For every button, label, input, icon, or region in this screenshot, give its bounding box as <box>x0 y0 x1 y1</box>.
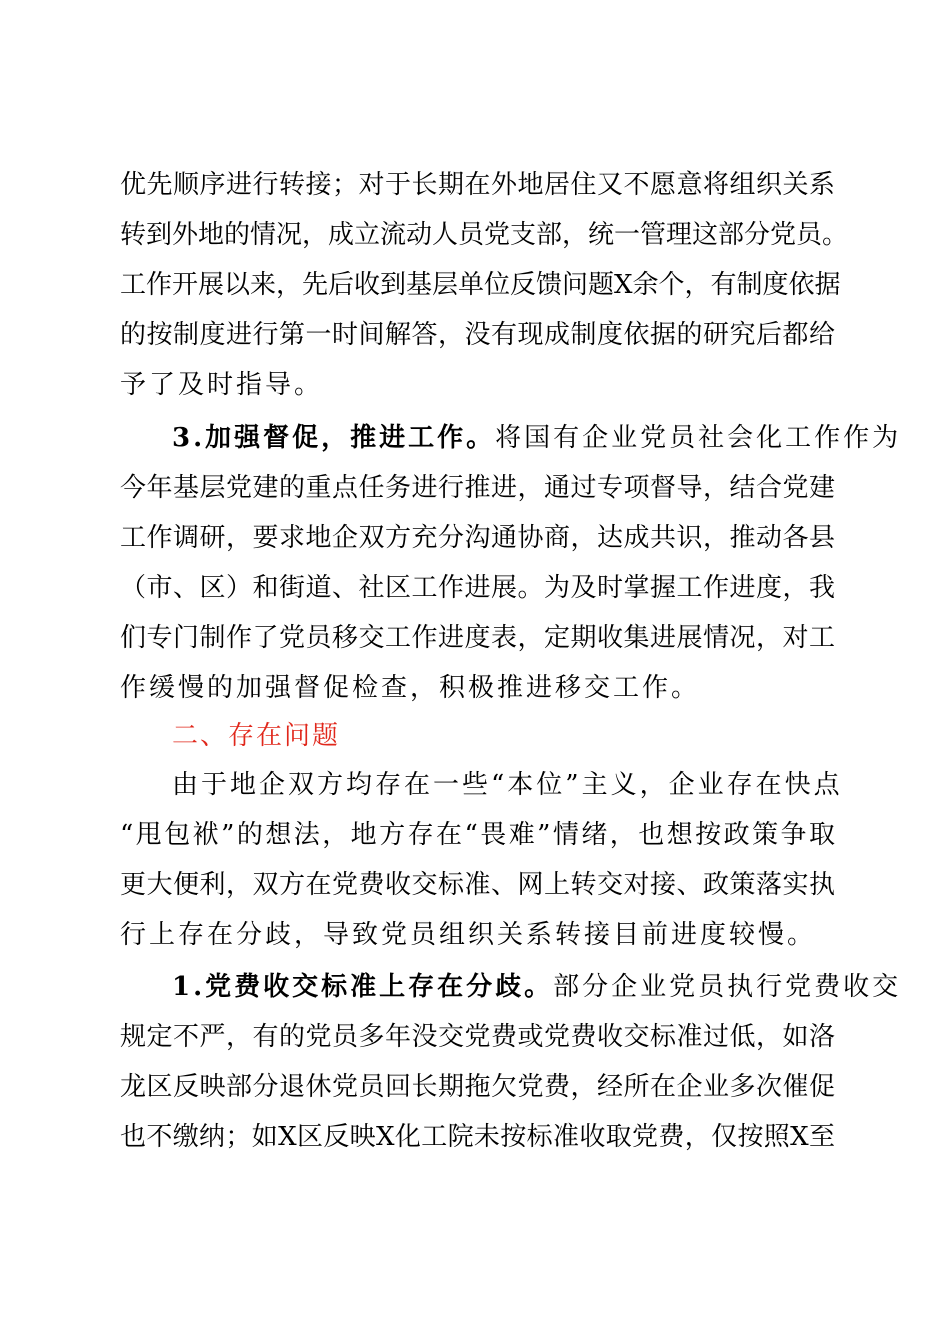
body-text-line: 工作调研，要求地企双方充分沟通协商，达成共识，推动各县 <box>120 523 835 553</box>
body-text-line: 们专门制作了党员移交工作进度表，定期收集进展情况，对工 <box>120 623 835 653</box>
body-text-line: “甩包袱”的想法，地方存在“畏难”情绪，也想按政策争取 <box>120 820 835 850</box>
body-text-line: 作缓慢的加强督促检查，积极推进移交工作。 <box>120 673 701 703</box>
body-text-line: 规定不严，有的党员多年没交党费或党费收交标准过低，如洛 <box>120 1022 835 1052</box>
subheading-party-dues-divergence: 1.党费收交标准上存在分歧。 <box>172 972 554 1002</box>
body-text: 将国有企业党员社会化工作作为 <box>495 423 902 453</box>
paragraph-first-line <box>172 962 902 1012</box>
body-text-line: 的按制度进行第一时间解答，没有现成制度依据的研究后都给 <box>120 320 835 350</box>
body-text-line: 工作开展以来，先后收到基层单位反馈问题X余个，有制度依据 <box>120 270 841 300</box>
body-text-line: 行上存在分歧，导致党员组织关系转接目前进度较慢。 <box>120 920 817 950</box>
body-text-line: 予了及时指导。 <box>120 370 324 400</box>
body-text-line: 更大便利，双方在党费收交标准、网上转交对接、政策落实执 <box>120 870 835 900</box>
paragraph-first-line: 由于地企双方均存在一些“本位”主义，企业存在快点 <box>172 770 843 800</box>
subheading-strengthen-supervision: 3.加强督促，推进工作。 <box>172 423 496 453</box>
body-text-line: （市、区）和街道、社区工作进展。为及时掌握工作进度，我 <box>120 573 835 603</box>
paragraph-first-line <box>172 413 902 463</box>
body-text-line: 也不缴纳；如X区反映X化工院未按标准收取党费，仅按照X至 <box>120 1122 835 1152</box>
section-heading-existing-problems: 二、存在问题 <box>172 721 341 751</box>
body-text-line: 龙区反映部分退休党员回长期拖欠党费，经所在企业多次催促 <box>120 1072 835 1102</box>
body-text-line: 转到外地的情况，成立流动人员党支部，统一管理这部分党员。 <box>120 220 849 250</box>
body-text-line: 今年基层党建的重点任务进行推进，通过专项督导，结合党建 <box>120 473 835 503</box>
body-text: 部分企业党员执行党费收交 <box>553 972 902 1002</box>
body-text-line: 优先顺序进行转接；对于长期在外地居住又不愿意将组织关系 <box>120 170 835 200</box>
